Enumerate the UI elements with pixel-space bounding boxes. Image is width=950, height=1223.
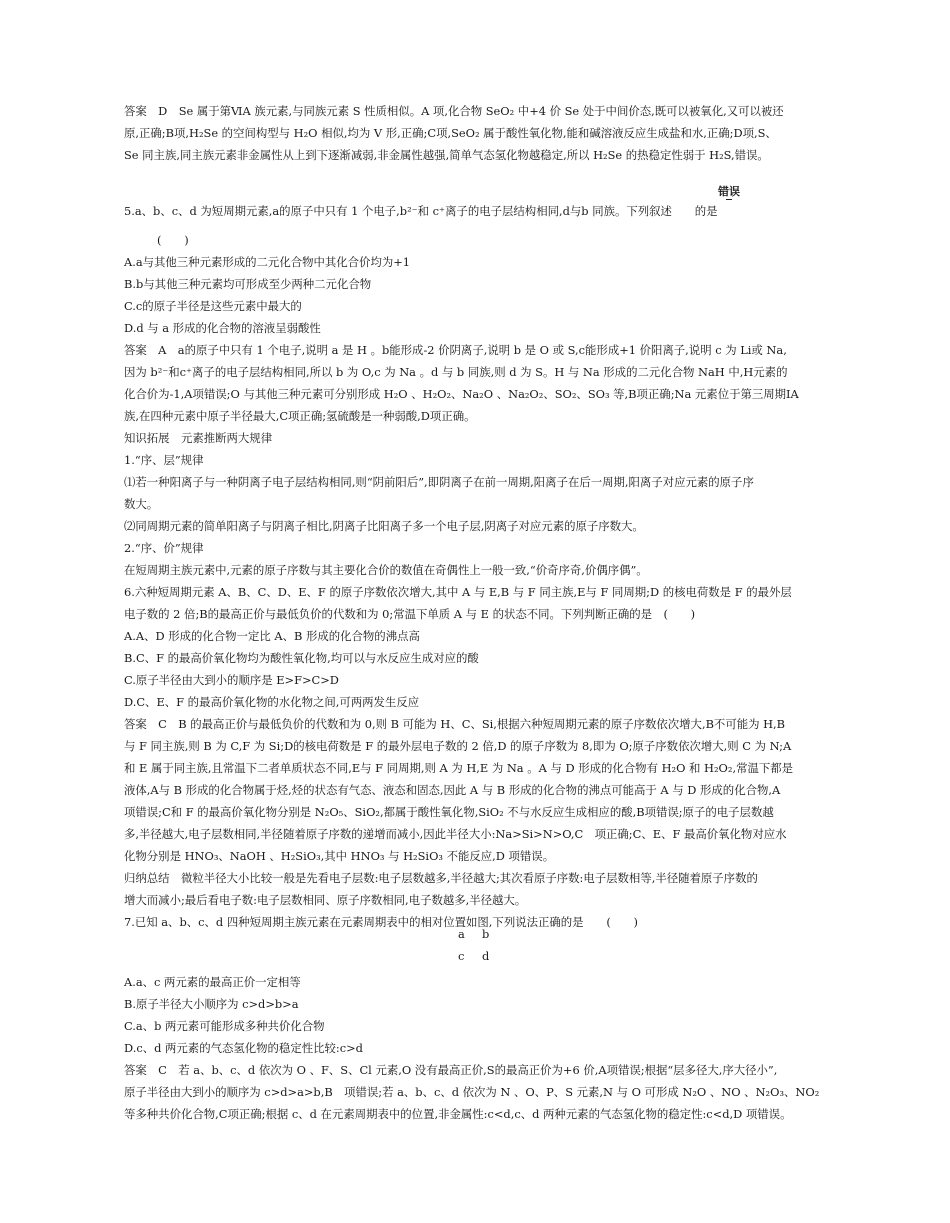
- question-5-option-a: A.a与其他三种元素形成的二元化合物中其化合价均为+1: [124, 255, 411, 269]
- answer-4-line-1: 答案 D Se 属于第ⅥA 族元素,与同族元素 S 性质相似。A 项,化合物 SeO₂ 中+4 价 Se 处于中间价态,既可以被氧化,又可以被还: [124, 104, 784, 118]
- question-5-bracket: ( ): [157, 233, 189, 247]
- answer-4-line-2: 原,正确;B项,H₂Se 的空间构型与 H₂O 相似,均为 V 形,正确;C项,SeO₂ 属于酸性氧化物,能和碱溶液反应生成盐和水,正确;D项,S、: [124, 126, 777, 140]
- question-7-option-c: C.a、b 两元素可能形成多种共价化合物: [124, 1019, 325, 1033]
- answer-6-line-5: 项错误;C和 F 的最高价氧化物分别是 N₂O₅、SiO₂,都属于酸性氧化物,SiO₂ 不与水反应生成相应的酸,B项错误;原子的电子层数越: [124, 805, 774, 819]
- knowledge-title: 知识拓展 元素推断两大规律: [124, 431, 273, 445]
- summary-line-2: 增大而减小;最后看电子数:电子层数相同、原子序数相同,电子数越多,半径越大。: [124, 893, 527, 907]
- question-5-option-d: D.d 与 a 形成的化合物的溶液呈弱酸性: [124, 321, 321, 335]
- question-6-stem-line-2: 电子数的 2 倍;B的最高正价与最低负价的代数和为 0;常温下单质 A 与 E 的状态不同。下列判断正确的是 ( ): [124, 607, 696, 621]
- question-7-option-b: B.原子半径大小顺序为 c>d>b>a: [124, 997, 299, 1011]
- answer-5-line-4: 族,在四种元素中原子半径最大,C项正确;氢硫酸是一种弱酸,D项正确。: [124, 409, 476, 423]
- emphasis-word: 错误: [718, 185, 740, 198]
- grid-cell-d: d: [482, 949, 490, 963]
- grid-cell-a: a: [458, 927, 465, 941]
- question-6-option-d: D.C、E、F 的最高价氧化物的水化物之间,可两两发生反应: [124, 695, 420, 709]
- answer-5-line-2: 因为 b²⁻和c⁺离子的电子层结构相同,所以 b 为 O,c 为 Na 。d 与 b 同族,则 d 为 S。H 与 Na 形成的二元化合物 NaH 中,H元素的: [124, 365, 788, 379]
- answer-4-line-3: Se 同主族,同主族元素非金属性从上到下逐渐减弱,非金属性越强,简单气态氢化物越稳定,所以 H₂Se 的热稳定性弱于 H₂S,错误。: [124, 148, 769, 162]
- question-6-option-b: B.C、F 的最高价氧化物均为酸性氧化物,均可以与水反应生成对应的酸: [124, 651, 479, 665]
- question-5-option-c: C.c的原子半径是这些元素中最大的: [124, 299, 302, 313]
- answer-6-line-4: 液体,A与 B 形成的化合物属于烃,烃的状态有气态、液态和固态,因此 A 与 B 形成的化合物的沸点可能高于 A 与 D 形成的化合物,A: [124, 783, 781, 797]
- grid-cell-b: b: [482, 927, 490, 941]
- question-6-option-c: C.原子半径由大到小的顺序是 E>F>C>D: [124, 673, 339, 687]
- rule-1-item-1-line-1: ⑴若一种阳离子与一种阴离子电子层结构相同,则“阴前阳后”,即阴离子在前一周期,阳离子在后一周期,阳离子对应元素的原子序: [124, 475, 754, 489]
- question-6-stem-line-1: 6.六种短周期元素 A、B、C、D、E、F 的原子序数依次增大,其中 A 与 E,B 与 F 同主族,E与 F 同周期;D 的核电荷数是 F 的最外层: [124, 585, 792, 599]
- answer-5-line-1: 答案 A a的原子中只有 1 个电子,说明 a 是 H 。b能形成-2 价阴离子,说明 b 是 O 或 S,c能形成+1 价阳离子,说明 c 为 Li或 Na,: [124, 343, 787, 357]
- answer-7-line-3: 等多种共价化合物,C项正确;根据 c、d 在元素周期表中的位置,非金属性:c<d,c、d 两种元素的气态氢化物的稳定性:c<d,D 项错误。: [124, 1107, 792, 1121]
- question-5-stem: 5.a、b、c、d 为短周期元素,a的原子中只有 1 个电子,b²⁻和 c⁺离子的电子层结构相同,d与b 同族。下列叙述 的是: [124, 204, 718, 218]
- answer-7-line-1: 答案 C 若 a、b、c、d 依次为 O 、F、S、Cl 元素,O 没有最高正价,S的最高正价为+6 价,A项错误;根据“层多径大,序大径小”,: [124, 1063, 778, 1077]
- grid-row-1: [458, 923, 538, 945]
- question-6-option-a: A.A、D 形成的化合物一定比 A、B 形成的化合物的沸点高: [124, 629, 420, 643]
- question-5-option-b: B.b与其他三种元素均可形成至少两种二元化合物: [124, 277, 372, 291]
- rule-2-title: 2.“序、价”规律: [124, 541, 204, 555]
- answer-7-line-2: 原子半径由大到小的顺序为 c>d>a>b,B 项错误;若 a、b、c、d 依次为 N 、O、P、S 元素,N 与 O 可形成 N₂O 、NO 、N₂O₃、NO₂: [124, 1085, 820, 1099]
- answer-6-line-6: 多,半径越大,电子层数相同,半径随着原子序数的递增而减小,因此半径大小:Na>Si>N>O,C 项正确;C、E、F 最高价氧化物对应水: [124, 827, 787, 841]
- rule-1-item-1-line-2: 数大。: [124, 497, 159, 511]
- question-7-option-a: A.a、c 两元素的最高正价一定相等: [124, 975, 301, 989]
- question-7-stem: 7.已知 a、b、c、d 四种短周期主族元素在元素周期表中的相对位置如图,下列说法正确的是 ( ): [124, 915, 638, 929]
- rule-2-text: 在短周期主族元素中,元素的原子序数与其主要化合价的数值在奇偶性上一般一致,“价奇序奇,价偶序偶”。: [124, 563, 648, 577]
- answer-6-line-1: 答案 C B 的最高正价与最低负价的代数和为 0,则 B 可能为 H、C、Si,根据六种短周期元素的原子序数依次增大,B不可能为 H,B: [124, 717, 786, 731]
- periodic-table-position-grid: [458, 923, 538, 967]
- question-7-option-d: D.c、d 两元素的气态氢化物的稳定性比较:c>d: [124, 1041, 363, 1055]
- answer-6-line-3: 和 E 属于同主族,且常温下二者单质状态不同,E与 F 同周期,则 A 为 H,E 为 Na 。A 与 D 形成的化合物有 H₂O 和 H₂O₂,常温下都是: [124, 761, 794, 775]
- rule-1-item-2: ⑵同周期元素的简单阳离子与阴离子相比,阴离子比阳离子多一个电子层,阴离子对应元素的原子序数大。: [124, 519, 644, 533]
- summary-line-1: 归纳总结 微粒半径大小比较一般是先看电子层数:电子层数越多,半径越大;其次看原子序数:电子层数相等,半径随着原子序数的: [124, 871, 758, 885]
- answer-6-line-7: 化物分别是 HNO₃、NaOH 、H₂SiO₃,其中 HNO₃ 与 H₂SiO₃ 不能反应,D 项错误。: [124, 849, 555, 863]
- grid-row-2: [458, 945, 538, 967]
- answer-5-line-3: 化合价为-1,A项错误;O 与其他三种元素可分别形成 H₂O 、H₂O₂、Na₂O 、Na₂O₂、SO₂、SO₃ 等,B项正确;Na 元素位于第三周期ⅠA: [124, 387, 799, 401]
- rule-1-title: 1.“序、层”规律: [124, 453, 204, 467]
- answer-6-line-2: 与 F 同主族,则 B 为 C,F 为 Si;D的核电荷数是 F 的最外层电子数的 2 倍,D 的原子序数为 8,即为 O;原子序数依次增大,则 C 为 N;A: [124, 739, 792, 753]
- grid-cell-c: c: [458, 949, 465, 963]
